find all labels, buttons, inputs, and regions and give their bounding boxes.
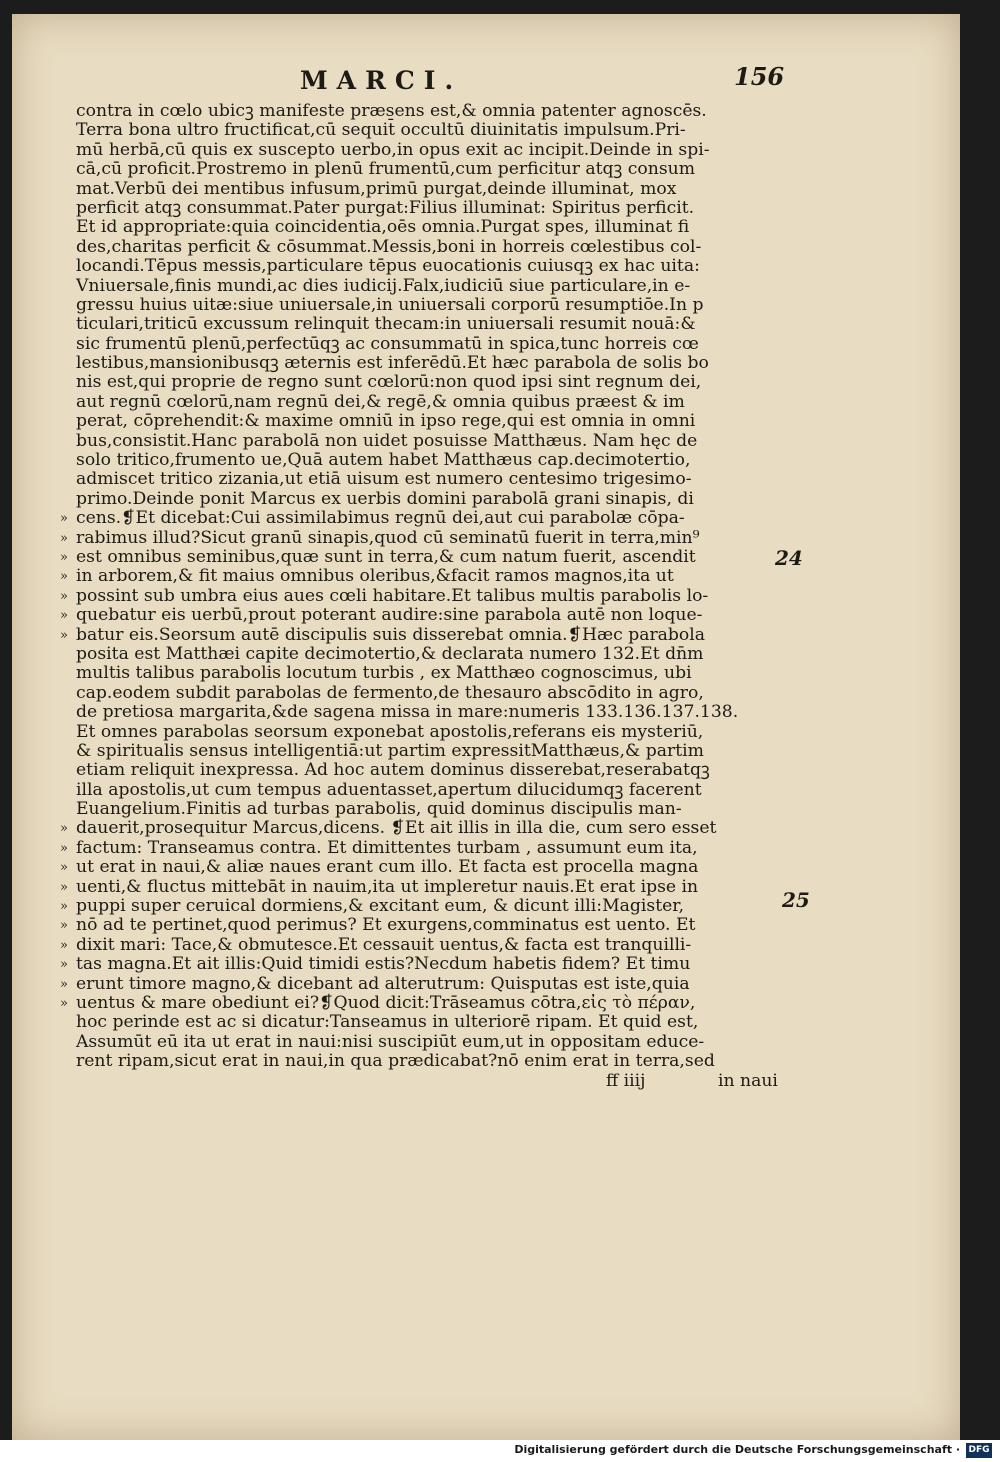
text-line: Euangelium.Finitis ad turbas parabolis, quid dominus discipulis man- xyxy=(76,799,682,820)
text-line: cap.eodem subdit parabolas de fermento,de thesauro abscōdito in agro, xyxy=(76,682,704,703)
text-line: Assumūt eū ita ut erat in naui:nisi suscipiūt eum,ut in oppositam educe- xyxy=(76,1031,705,1052)
quote-mark: » xyxy=(60,608,68,624)
text-line: mū herbā,cū quis ex suscepto uerbo,in opus exit ac incipit.Deinde in spi- xyxy=(76,139,710,160)
text-line: locandi.Tēpus messis,particulare tēpus euocationis cuiusqꝫ ex hac uita: xyxy=(76,256,700,277)
quote-mark: » xyxy=(60,530,68,546)
quote-mark: » xyxy=(60,995,68,1011)
catchword: in naui xyxy=(718,1070,778,1091)
text-line: sic frumentū plenū,perfectūqꝫ ac consummatū in spica,tunc horreis cœ xyxy=(76,333,699,354)
text-line: ticulari,triticū excussum relinquit thecam:in uniuersali resumit nouā:& xyxy=(76,314,696,335)
margin-verse-number: 24 xyxy=(775,546,803,570)
footer-strip xyxy=(0,1440,1000,1462)
text-line: contra in cœlo ubicꝫ manifeste præsens est,& omnia patenter agnoscēs. xyxy=(76,101,707,121)
quote-mark: » xyxy=(60,511,68,527)
quote-mark: » xyxy=(60,840,68,856)
text-line: multis talibus parabolis locutum turbis , ex Matthæo cognoscimus, ubi xyxy=(76,663,692,684)
text-line: des,charitas perficit & cōsummat.Messis,boni in horreis cœlestibus col- xyxy=(76,236,702,257)
text-line: & spiritualis sensus intelligentiā:ut partim expressitMatthæus,& partim xyxy=(76,740,704,761)
text-line: » batur eis.Seorsum autē discipulis suis disserebat omnia.❡Hæc parabola xyxy=(60,624,706,645)
text-line: perficit atqꝫ consummat.Pater purgat:Filius illuminat: Spiritus perficit. xyxy=(76,197,695,218)
text-line: aut regnū cœlorū,nam regnū dei,& regē,& omnia quibus præest & im xyxy=(76,391,685,412)
text-line: » ut erat in naui,& aliæ naues erant cum illo. Et facta est procella magna xyxy=(60,857,699,878)
text-line: bus,consistit.Hanc parabolā non uidet posuisse Matthæus. Nam hęc de xyxy=(76,430,698,451)
quote-mark: » xyxy=(60,627,68,643)
text-line: » quebatur eis uerbū,prout poterant audire:sine parabola autē non loque- xyxy=(60,605,703,626)
text-line: » nō ad te pertinet,quod perimus? Et exurgens,comminatus est uento. Et xyxy=(60,915,696,936)
text-line: lestibus,mansionibusqꝫ æternis est inferēdū.Et hæc parabola de solis bo xyxy=(76,353,709,374)
text-line: » rabimus illud?Sicut granū sinapis,quod cū seminatū fuerit in terra,min⁹ xyxy=(60,527,700,548)
signature-mark: ff iiij xyxy=(606,1070,646,1091)
quote-mark: » xyxy=(60,918,68,934)
text-line: posita est Matthæi capite decimotertio,& declarata numero 132.Et dn̄m xyxy=(76,643,704,664)
text-line: nis est,qui proprie de regno sunt cœlorū:non quod ipsi sint regnum dei, xyxy=(76,372,702,393)
funding-credit: Digitalisierung gefördert durch die Deutsche Forschungsgemeinschaft · xyxy=(514,1443,960,1456)
text-line: » est omnibus seminibus,quæ sunt in terra,& cum natum fuerit, ascendit xyxy=(60,546,696,567)
quote-mark: » xyxy=(60,957,68,973)
quote-mark: » xyxy=(60,976,68,992)
text-line: Et omnes parabolas seorsum exponebat apostolis,referans eis mysteriū, xyxy=(76,721,704,742)
quote-mark: » xyxy=(60,860,68,876)
signature-line xyxy=(76,1072,786,1091)
quote-mark: » xyxy=(60,879,68,895)
quote-mark: » xyxy=(60,821,68,837)
text-line: de pretiosa margarita,&de sagena missa in mare:numeris 133.136.137.138. xyxy=(76,702,739,723)
text-line: hoc perinde est ac si dicatur:Tanseamus in ulteriorē ripam. Et quid est, xyxy=(76,1012,699,1033)
text-line: rent ripam,sicut erat in naui,in qua prædicabat?nō enim erat in terra,sed xyxy=(76,1051,715,1072)
text-line: primo.Deinde ponit Marcus ex uerbis domini parabolā grani sinapis, di xyxy=(76,488,694,509)
text-line: » tas magna.Et ait illis:Quid timidi estis?Necdum habetis fidem? Et timu xyxy=(60,954,691,975)
book-page xyxy=(12,14,960,1440)
text-line: mat.Verbū dei mentibus infusum,primū purgat,deinde illuminat, mox xyxy=(76,178,677,199)
text-line: Et id appropriate:quia coincidentia,oēs omnia.Purgat spes, illuminat fi xyxy=(76,217,690,238)
text-line: etiam reliquit inexpressa. Ad hoc autem dominus disserebat,reserabatqꝫ xyxy=(76,760,710,781)
quote-mark: » xyxy=(60,569,68,585)
folio-number: 156 xyxy=(734,62,785,91)
quote-mark: » xyxy=(60,588,68,604)
text-line: Vniuersale,finis mundi,ac dies iudicij.Falx,iudiciū siue particulare,in e- xyxy=(76,275,691,296)
text-line: illa apostolis,ut cum tempus aduentasset,apertum dilucidumqꝫ facerent xyxy=(76,779,702,800)
text-line: » dauerit,prosequitur Marcus,dicens. ❡Et ait illis in illa die, cum sero esset xyxy=(60,818,717,839)
quote-mark: » xyxy=(60,549,68,565)
text-line: » uenti,& fluctus mittebāt in nauim,ita ut impleretur nauis.Et erat ipse in xyxy=(60,876,699,897)
text-line: gressu huius uitæ:siue uniuersale,in uniuersali corporū resumptiōe.In p xyxy=(76,294,704,315)
text-line: » puppi super ceruical dormiens,& excitant eum, & dicunt illi:Magister, xyxy=(60,896,685,917)
text-line: Terra bona ultro fructificat,cū sequit̄ occultū diuinitatis impulsum.Pri- xyxy=(76,120,686,141)
text-line: » dixit mari: Tace,& obmutesce.Et cessauit uentus,& facta est tranquilli- xyxy=(60,934,692,955)
running-title: MARCI. xyxy=(300,66,463,95)
text-line: » cens.❡Et dicebat:Cui assimilabimus regnū dei,aut cui parabolæ cōpa- xyxy=(60,508,685,529)
text-line: » possint sub umbra eius aues cœli habitare.Et talibus multis parabolis lo- xyxy=(60,585,709,606)
text-line: » erunt timore magno,& dicebant ad alterutrum: Quisputas est iste,quia xyxy=(60,973,690,994)
quote-mark: » xyxy=(60,899,68,915)
text-line: solo tritico,frumento ue,Quā autem habet Matthæus cap.decimotertio, xyxy=(76,450,691,471)
margin-verse-number: 25 xyxy=(782,888,810,912)
text-line: » factum: Transeamus contra. Et dimittentes turbam , assumunt eum ita, xyxy=(60,837,698,858)
quote-mark: » xyxy=(60,937,68,953)
text-line: perat, cōprehendit:& maxime omniū in ipso rege,qui est omnia in omni xyxy=(76,411,696,432)
text-line: » uentus & mare obediunt ei?❡Quod dicit:Trāseamus cōtra,εἰς τὸ πέραν, xyxy=(60,992,696,1013)
text-line: admiscet tritico zizania,ut etiā uisum est numero centesimo trigesimo- xyxy=(76,469,692,490)
dfg-logo: DFG xyxy=(966,1443,992,1458)
text-line: cā,cū proficit.Prostremo in plenū frumentū,cum perficitur atqꝫ consum xyxy=(76,159,696,180)
main-text-block xyxy=(60,101,786,1091)
text-line: » in arborem,& fit maius omnibus oleribus,&facit ramos magnos,ita ut xyxy=(60,566,674,587)
